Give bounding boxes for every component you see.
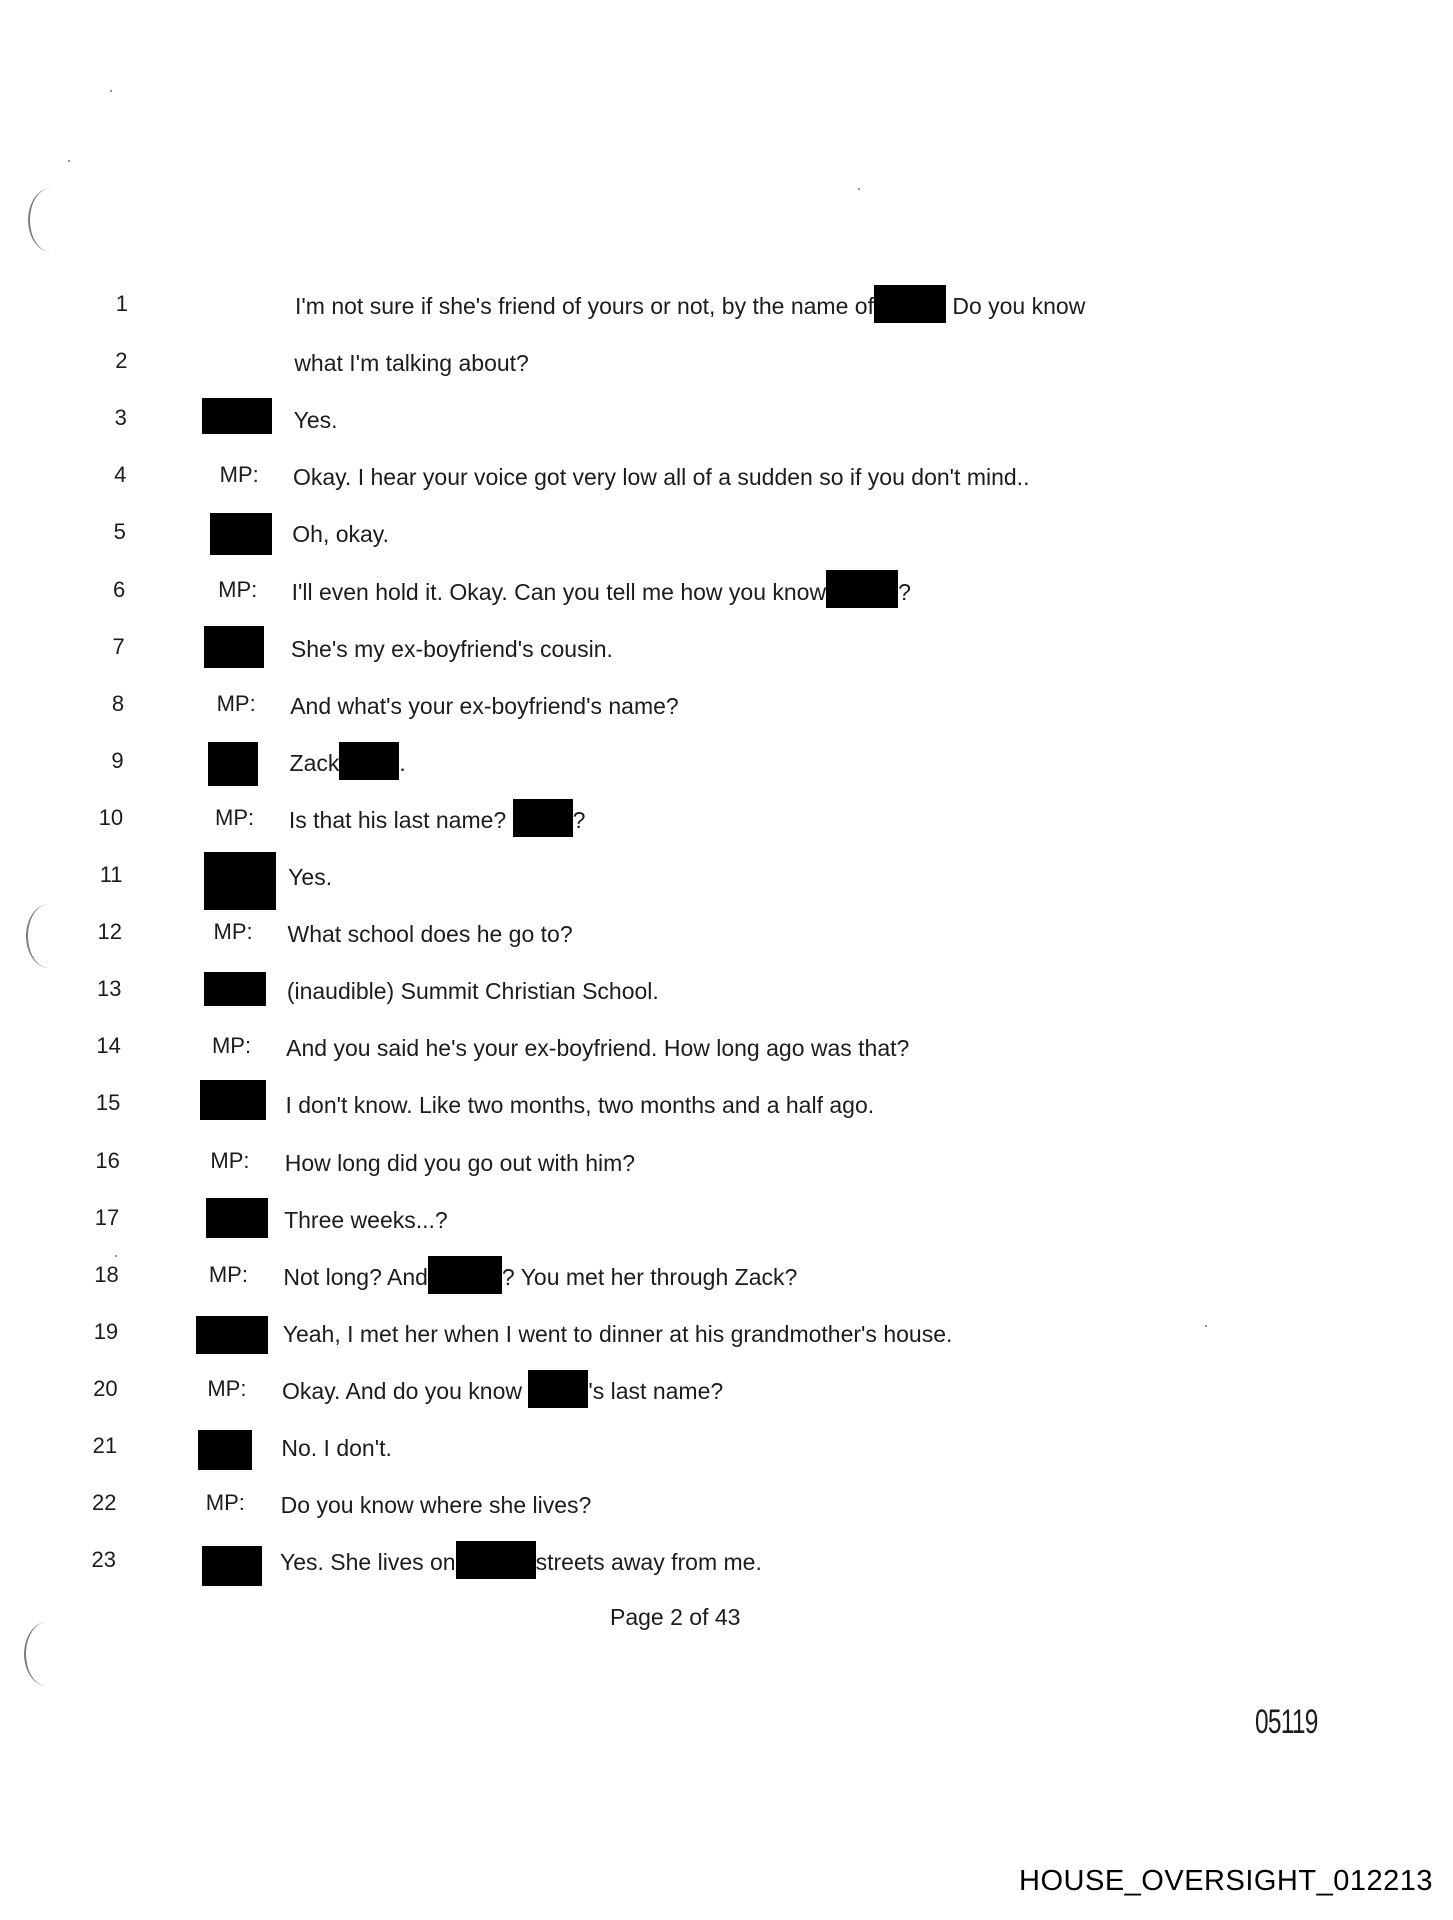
redaction-bar: [428, 1256, 502, 1294]
text-segment: Do you know where she lives?: [280, 1492, 592, 1519]
line-number: 9: [111, 747, 124, 773]
text-segment: streets away from me.: [535, 1549, 762, 1576]
line-number: 23: [91, 1547, 116, 1573]
speaker-label: MP:: [218, 576, 258, 602]
spoken-text: [288, 912, 573, 954]
spoken-text: [282, 1369, 723, 1411]
spoken-text: [287, 969, 659, 1011]
redacted-speaker-box: [202, 1546, 262, 1586]
line-number: 10: [98, 804, 124, 830]
transcript-line: [0, 1141, 1453, 1181]
scan-speck: [68, 160, 70, 162]
spoken-text: [292, 570, 911, 612]
redaction-bar: [528, 1370, 588, 1408]
text-segment: ?: [898, 578, 911, 605]
line-number: 11: [99, 862, 123, 887]
text-segment: ? You met her through Zack?: [501, 1263, 798, 1290]
transcript-line: [0, 1255, 1453, 1295]
line-number: 15: [95, 1090, 121, 1116]
redaction-bar: [456, 1541, 536, 1579]
text-segment: 's last name?: [588, 1377, 724, 1404]
text-segment: She's my ex-boyfriend's cousin.: [290, 635, 613, 662]
text-segment: (inaudible) Summit Christian School.: [286, 978, 659, 1005]
speaker-label: MP:: [208, 1261, 248, 1287]
line-number: 7: [112, 633, 125, 659]
spoken-text: [283, 1255, 797, 1297]
text-segment: No. I don't.: [281, 1434, 392, 1461]
spoken-text: [285, 1083, 874, 1125]
redacted-speaker-box: [202, 398, 272, 434]
text-segment: ?: [572, 806, 586, 833]
redacted-speaker-box: [208, 742, 258, 786]
transcript-line: [0, 1483, 1453, 1523]
text-segment: I'm not sure if she's friend of yours or not, by the name of: [295, 292, 874, 319]
text-segment: Yes. She lives on: [280, 1549, 456, 1576]
redaction-bar: [513, 799, 573, 837]
line-number: 8: [111, 690, 125, 716]
spoken-text: [286, 1026, 909, 1068]
line-number: 22: [92, 1490, 117, 1516]
line-number: 3: [114, 405, 127, 431]
spoken-text: [285, 1141, 635, 1183]
speaker-label: MP:: [219, 462, 259, 488]
text-segment: .: [399, 749, 406, 776]
spoken-text: [294, 341, 529, 383]
speaker-label: MP:: [207, 1375, 247, 1401]
punch-hole-mark-top: [28, 188, 74, 252]
transcript-line: [0, 284, 1453, 324]
transcript-line: [0, 684, 1453, 724]
spoken-text: [284, 1198, 448, 1240]
redacted-speaker-box: [198, 1430, 252, 1470]
transcript-line: [0, 1369, 1453, 1409]
transcript-line: [0, 1026, 1453, 1066]
redacted-speaker-box: [204, 972, 266, 1006]
line-number: 12: [97, 919, 122, 945]
spoken-text: [290, 684, 678, 726]
spoken-text: [292, 512, 389, 554]
transcript-line: [0, 341, 1453, 381]
speaker-label: MP:: [216, 690, 256, 716]
line-number: 6: [113, 576, 126, 602]
spoken-text: [293, 455, 1030, 497]
transcript-line: [0, 798, 1453, 838]
line-number: 14: [96, 1033, 121, 1059]
redacted-speaker-box: [200, 1080, 266, 1120]
page-number-footer: Page 2 of 43: [610, 1604, 741, 1630]
text-segment: Yes.: [293, 407, 338, 434]
text-segment: Not long? And: [283, 1263, 428, 1290]
text-segment: Okay. I hear your voice got very low all of a sudden so if you don't mind..: [292, 464, 1030, 491]
spoken-text: [283, 1312, 953, 1354]
spoken-text: [280, 1540, 762, 1582]
line-number: 2: [115, 348, 128, 374]
transcript-line: [0, 912, 1453, 952]
text-segment: Is that his last name?: [288, 806, 513, 833]
text-segment: I don't know. Like two months, two months and a half ago.: [285, 1092, 875, 1119]
text-segment: And what's your ex-boyfriend's name?: [290, 692, 679, 719]
spoken-text: [289, 798, 586, 840]
text-segment: And you said he's your ex-boyfriend. How long ago was that?: [286, 1035, 910, 1062]
speaker-label: MP:: [211, 1033, 252, 1059]
redaction-bar: [826, 570, 898, 608]
speaker-label: MP:: [210, 1147, 250, 1173]
text-segment: Okay. And do you know: [282, 1377, 529, 1404]
redacted-speaker-box: [206, 1198, 268, 1238]
text-segment: Yes.: [288, 863, 333, 890]
text-segment: Oh, okay.: [292, 521, 389, 548]
spoken-text: [288, 855, 332, 897]
line-number: 19: [93, 1318, 119, 1344]
redacted-speaker-box: [210, 513, 272, 555]
text-segment: what I'm talking about?: [294, 350, 529, 377]
handwritten-bates-number: 05119: [1255, 1703, 1318, 1741]
spoken-text: [294, 398, 338, 440]
spoken-text: [281, 1426, 392, 1468]
line-number: 17: [94, 1204, 120, 1230]
scan-speck: [858, 188, 860, 190]
redaction-bar: [339, 742, 399, 780]
text-segment: I'll even hold it. Okay. Can you tell me how you know: [291, 578, 827, 605]
redaction-bar: [874, 285, 946, 323]
line-number: 21: [92, 1433, 118, 1458]
scan-speck: [110, 90, 112, 92]
text-segment: Do you know: [945, 292, 1086, 319]
punch-hole-mark-bottom: [24, 1622, 70, 1686]
redacted-speaker-box: [204, 852, 276, 910]
speaker-label: MP:: [213, 919, 253, 945]
line-number: 18: [94, 1261, 119, 1287]
line-number: 20: [93, 1375, 118, 1401]
spoken-text: [281, 1483, 592, 1525]
line-number: 16: [95, 1147, 120, 1173]
text-segment: Zack: [289, 749, 340, 776]
line-number: 5: [113, 519, 126, 545]
spoken-text: [295, 284, 1085, 326]
transcript-line: [0, 455, 1453, 495]
line-number: 1: [115, 291, 128, 316]
redacted-speaker-box: [204, 626, 264, 668]
line-number: 4: [114, 462, 127, 488]
text-segment: How long did you go out with him?: [284, 1149, 636, 1176]
transcript-line: [0, 570, 1453, 610]
speaker-label: MP:: [205, 1490, 245, 1516]
text-segment: What school does he go to?: [287, 921, 573, 948]
speaker-label: MP:: [215, 804, 255, 830]
text-segment: Yeah, I met her when I went to dinner at his grandmother's house.: [282, 1320, 953, 1347]
house-oversight-stamp: HOUSE_OVERSIGHT_012213: [1019, 1865, 1433, 1897]
spoken-text: [291, 627, 613, 669]
line-number: 13: [96, 976, 122, 1002]
text-segment: Three weeks...?: [284, 1206, 448, 1233]
redacted-speaker-box: [196, 1316, 268, 1354]
spoken-text: [290, 741, 406, 783]
